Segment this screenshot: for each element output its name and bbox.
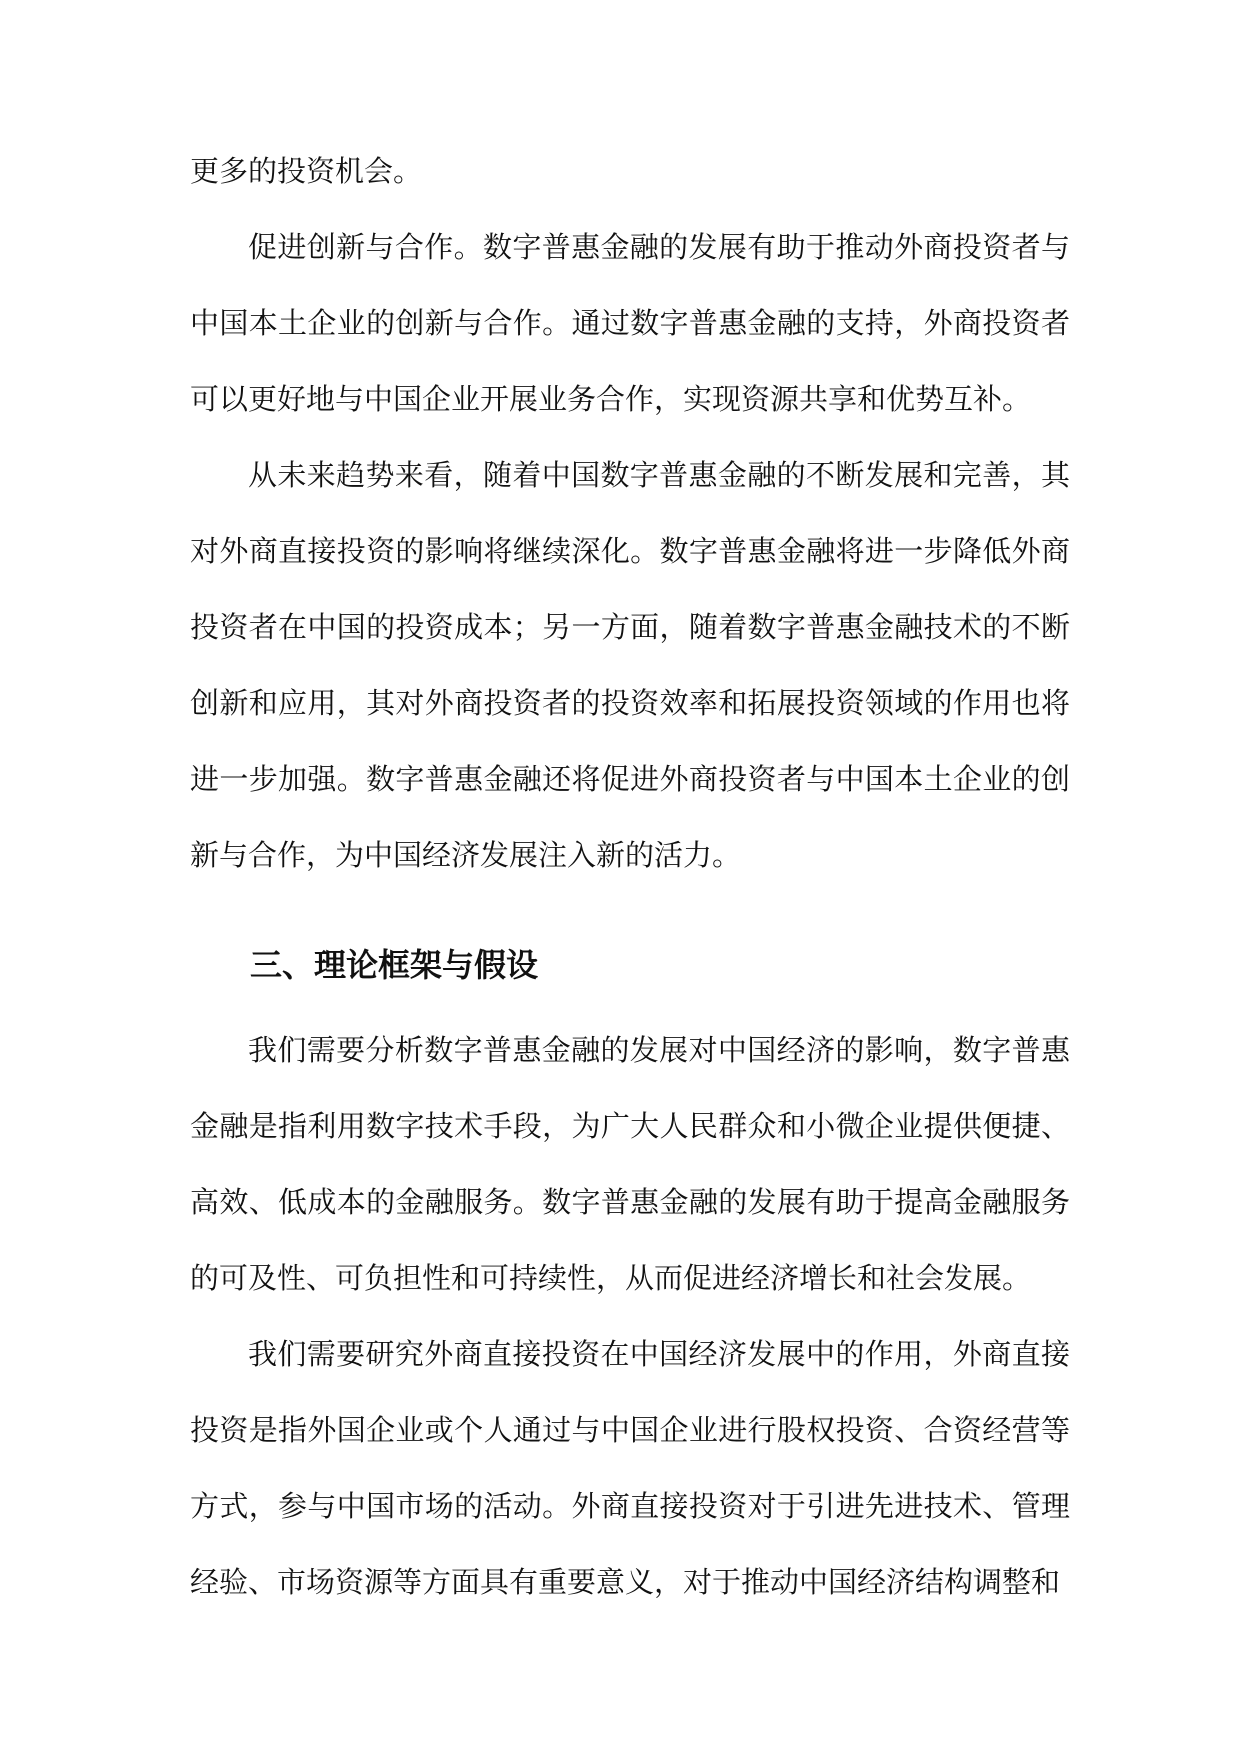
paragraph-future-trends: 从未来趋势来看，随着中国数字普惠金融的不断发展和完善，其对外商直接投资的影响将继续深化。数字普惠金融将进一步降低外商投资者在中国的投资成本；另一方面，随着数字普惠金融技术的不断创新和应用，其对外商投资者的投资效率和拓展投资领域的作用也将进一步加强。数字普惠金融还将促进外商投资者与中国本土企业的创新与合作，为中国经济发展注入新的活力。 [190, 458, 1070, 872]
paragraph-continuation: 更多的投资机会。 [190, 154, 423, 188]
paragraph-fdi-role: 我们需要研究外商直接投资在中国经济发展中的作用，外商直接投资是指外国企业或个人通过与中国企业进行股权投资、合资经营等方式，参与中国市场的活动。外商直接投资对于引进先进技术、管理经验、市场资源等方面具有重要意义，对于推动中国经济结构调整和 [190, 1337, 1070, 1599]
section-heading: 三、理论框架与假设 [250, 946, 539, 984]
paragraph-innovation-cooperation: 促进创新与合作。数字普惠金融的发展有助于推动外商投资者与中国本土企业的创新与合作。通过数字普惠金融的支持，外商投资者可以更好地与中国企业开展业务合作，实现资源共享和优势互补。 [190, 230, 1070, 416]
paragraph-digital-finance-impact: 我们需要分析数字普惠金融的发展对中国经济的影响，数字普惠金融是指利用数字技术手段，为广大人民群众和小微企业提供便捷、高效、低成本的金融服务。数字普惠金融的发展有助于提高金融服务的可及性、可负担性和可持续性，从而促进经济增长和社会发展。 [190, 1033, 1070, 1295]
